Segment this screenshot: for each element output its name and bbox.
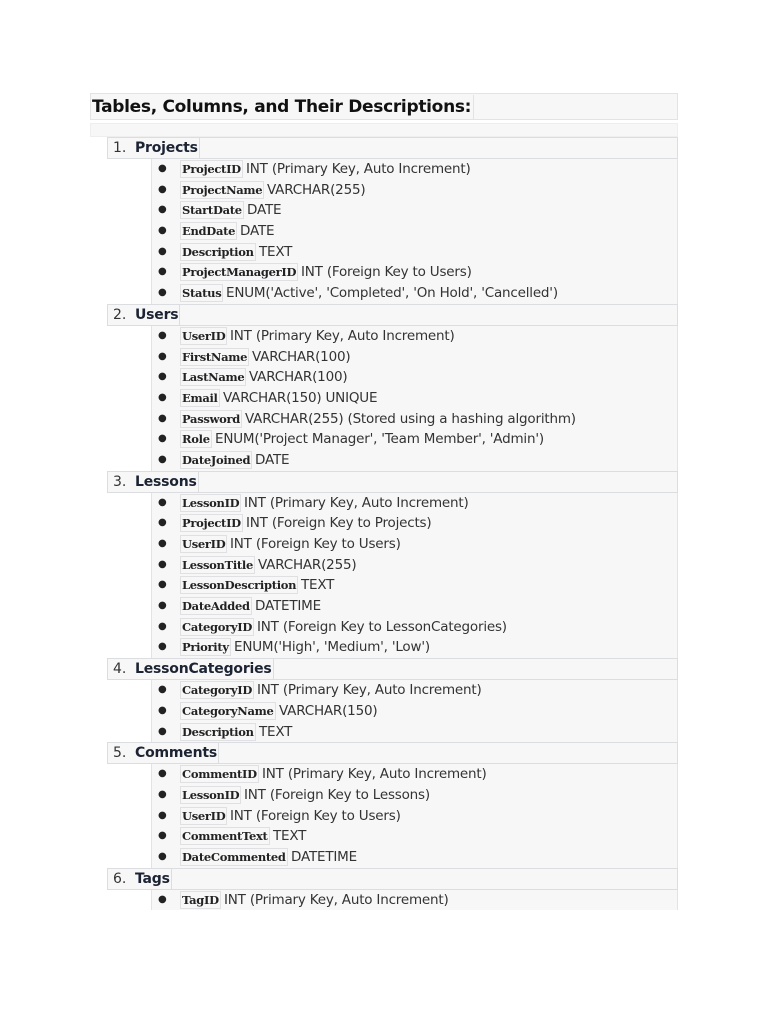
column-description: INT (Primary Key, Auto Increment) bbox=[230, 327, 455, 344]
list-item bbox=[152, 200, 677, 221]
column-description: INT (Primary Key, Auto Increment) bbox=[262, 766, 487, 783]
table-header bbox=[107, 304, 678, 326]
list-item bbox=[152, 575, 677, 596]
column-list bbox=[151, 890, 678, 911]
list-item bbox=[152, 221, 677, 242]
column-description: VARCHAR(100) bbox=[249, 369, 348, 386]
column-description: VARCHAR(255) bbox=[258, 556, 357, 573]
list-item bbox=[152, 722, 677, 743]
table-number: 4. bbox=[113, 661, 127, 678]
column-name: UserID bbox=[182, 537, 226, 551]
column-name: ProjectName bbox=[182, 182, 263, 197]
column-description: TEXT bbox=[301, 577, 335, 594]
column-name: ProjectID bbox=[182, 162, 241, 176]
table-name: Users bbox=[135, 306, 179, 323]
column-description: INT (Foreign Key to Users) bbox=[230, 807, 401, 824]
column-list bbox=[151, 159, 678, 304]
list-item bbox=[152, 513, 677, 534]
column-description: ENUM('High', 'Medium', 'Low') bbox=[234, 639, 430, 656]
list-item bbox=[152, 534, 677, 555]
column-description: INT (Primary Key, Auto Increment) bbox=[257, 682, 482, 699]
column-name: FirstName bbox=[182, 349, 248, 364]
list-item bbox=[152, 701, 677, 722]
column-name: LessonTitle bbox=[182, 557, 254, 572]
section-divider bbox=[90, 123, 678, 137]
bullet-icon: ● bbox=[158, 371, 167, 383]
bullet-icon: ● bbox=[158, 329, 167, 341]
list-item bbox=[152, 680, 677, 701]
column-name: Email bbox=[182, 390, 218, 405]
column-description: INT (Primary Key, Auto Increment) bbox=[224, 891, 449, 908]
column-description: INT (Primary Key, Auto Increment) bbox=[244, 494, 469, 511]
table-block-projects bbox=[90, 137, 678, 304]
bullet-icon: ● bbox=[158, 704, 167, 716]
table-block-tags bbox=[90, 868, 678, 911]
column-name: CategoryID bbox=[182, 683, 253, 698]
column-description: VARCHAR(150) UNIQUE bbox=[223, 389, 378, 406]
bullet-icon: ● bbox=[158, 266, 167, 278]
column-description: DATE bbox=[255, 451, 290, 468]
bullet-icon: ● bbox=[158, 788, 167, 800]
list-item bbox=[152, 493, 677, 514]
bullet-icon: ● bbox=[158, 183, 167, 195]
column-description: ENUM('Active', 'Completed', 'On Hold', 'Cancelled') bbox=[226, 285, 558, 302]
column-name: TagID bbox=[182, 892, 219, 907]
list-item bbox=[152, 555, 677, 576]
column-description: TEXT bbox=[273, 828, 307, 845]
column-name: LessonDescription bbox=[182, 578, 297, 593]
list-item bbox=[152, 242, 677, 263]
page-title: Tables, Columns, and Their Descriptions: bbox=[92, 95, 474, 119]
column-name: LessonID bbox=[182, 495, 240, 510]
bullet-icon: ● bbox=[158, 225, 167, 237]
bullet-icon: ● bbox=[158, 204, 167, 216]
bullet-icon: ● bbox=[158, 893, 167, 905]
list-item bbox=[152, 596, 677, 617]
table-block-lessons bbox=[90, 471, 678, 659]
column-name: ProjectManagerID bbox=[182, 265, 297, 280]
column-description: DATETIME bbox=[255, 598, 321, 615]
list-item bbox=[152, 617, 677, 638]
bullet-icon: ● bbox=[158, 579, 167, 591]
bullet-icon: ● bbox=[158, 600, 167, 612]
table-header bbox=[107, 471, 678, 493]
list-item bbox=[152, 806, 677, 827]
list-item bbox=[152, 409, 677, 430]
column-name: Priority bbox=[182, 640, 229, 655]
column-name: DateAdded bbox=[182, 599, 250, 614]
list-item bbox=[152, 283, 677, 304]
list-item bbox=[152, 326, 677, 347]
table-name: Lessons bbox=[135, 473, 197, 490]
column-name: EndDate bbox=[182, 224, 236, 239]
bullet-icon: ● bbox=[158, 245, 167, 257]
column-name: Password bbox=[182, 411, 241, 426]
column-description: INT (Foreign Key to LessonCategories) bbox=[257, 618, 507, 635]
list-item bbox=[152, 890, 677, 911]
column-name: CategoryID bbox=[182, 619, 253, 634]
list-item bbox=[152, 347, 677, 368]
column-name: Role bbox=[182, 432, 210, 447]
bullet-icon: ● bbox=[158, 850, 167, 862]
table-block-users bbox=[90, 304, 678, 471]
bullet-icon: ● bbox=[158, 620, 167, 632]
column-list bbox=[151, 764, 678, 867]
column-name: CategoryName bbox=[182, 703, 274, 718]
bullet-icon: ● bbox=[158, 350, 167, 362]
bullet-icon: ● bbox=[158, 163, 167, 174]
column-description: VARCHAR(255) bbox=[267, 181, 366, 198]
list-item bbox=[152, 764, 677, 785]
bullet-icon: ● bbox=[158, 830, 167, 842]
list-item bbox=[152, 826, 677, 847]
column-name: UserID bbox=[182, 328, 226, 343]
column-description: VARCHAR(100) bbox=[252, 348, 351, 365]
column-name: Description bbox=[182, 724, 254, 739]
table-name: LessonCategories bbox=[135, 661, 272, 678]
column-name: LessonID bbox=[182, 787, 240, 802]
column-description: INT (Primary Key, Auto Increment) bbox=[246, 161, 471, 177]
column-description: INT (Foreign Key to Users) bbox=[301, 264, 472, 281]
column-list bbox=[151, 493, 678, 659]
table-number: 2. bbox=[113, 306, 127, 323]
column-name: Description bbox=[182, 244, 254, 259]
bullet-icon: ● bbox=[158, 809, 167, 821]
table-header bbox=[107, 742, 678, 764]
list-item bbox=[152, 262, 677, 283]
column-description: INT (Foreign Key to Users) bbox=[230, 536, 401, 552]
list-item bbox=[152, 450, 677, 471]
table-header bbox=[107, 658, 678, 680]
table-header bbox=[107, 137, 678, 159]
document-page bbox=[90, 93, 678, 910]
table-number: 3. bbox=[113, 473, 127, 490]
bullet-icon: ● bbox=[158, 391, 167, 403]
column-name: ProjectID bbox=[182, 516, 241, 531]
list-item bbox=[152, 847, 677, 868]
column-list bbox=[151, 326, 678, 471]
table-number: 6. bbox=[113, 870, 127, 887]
column-name: CommentID bbox=[182, 767, 257, 782]
table-name: Comments bbox=[135, 745, 217, 762]
column-description: TEXT bbox=[259, 243, 293, 260]
bullet-icon: ● bbox=[158, 641, 167, 653]
table-name: Projects bbox=[135, 140, 198, 156]
bullet-icon: ● bbox=[158, 287, 167, 299]
column-name: UserID bbox=[182, 808, 226, 823]
bullet-icon: ● bbox=[158, 768, 167, 780]
column-description: DATE bbox=[240, 223, 275, 240]
column-description: INT (Foreign Key to Lessons) bbox=[244, 786, 430, 803]
column-name: CommentText bbox=[182, 829, 268, 844]
bullet-icon: ● bbox=[158, 496, 167, 508]
list-item bbox=[152, 180, 677, 201]
list-item bbox=[152, 637, 677, 658]
column-name: DateCommented bbox=[182, 849, 286, 864]
table-block-lessoncategories bbox=[90, 658, 678, 742]
column-description: ENUM('Project Manager', 'Team Member', 'Admin') bbox=[215, 431, 544, 448]
title-bar bbox=[90, 93, 678, 120]
column-description: INT (Foreign Key to Projects) bbox=[246, 515, 432, 532]
table-number: 1. bbox=[113, 140, 127, 156]
column-name: Status bbox=[182, 286, 222, 301]
bullet-icon: ● bbox=[158, 558, 167, 570]
table-header bbox=[107, 868, 678, 890]
column-name: DateJoined bbox=[182, 452, 251, 467]
column-list bbox=[151, 680, 678, 742]
column-description: DATE bbox=[247, 202, 282, 219]
table-number: 5. bbox=[113, 745, 127, 762]
bullet-icon: ● bbox=[158, 412, 167, 424]
column-description: DATETIME bbox=[291, 848, 357, 865]
column-description: VARCHAR(150) bbox=[279, 702, 378, 719]
list-item bbox=[152, 785, 677, 806]
column-name: LastName bbox=[182, 370, 245, 385]
list-item bbox=[152, 429, 677, 450]
bullet-icon: ● bbox=[158, 517, 167, 529]
bullet-icon: ● bbox=[158, 538, 167, 549]
list-item bbox=[152, 159, 677, 180]
tables-list bbox=[90, 137, 678, 910]
table-name: Tags bbox=[135, 870, 170, 887]
bullet-icon: ● bbox=[158, 684, 167, 696]
list-item bbox=[152, 388, 677, 409]
bullet-icon: ● bbox=[158, 725, 167, 737]
bullet-icon: ● bbox=[158, 433, 167, 445]
list-item bbox=[152, 367, 677, 388]
table-block-comments bbox=[90, 742, 678, 867]
bullet-icon: ● bbox=[158, 453, 167, 465]
column-description: TEXT bbox=[259, 723, 293, 740]
column-description: VARCHAR(255) (Stored using a hashing algorithm) bbox=[245, 410, 576, 427]
column-name: StartDate bbox=[182, 203, 242, 218]
